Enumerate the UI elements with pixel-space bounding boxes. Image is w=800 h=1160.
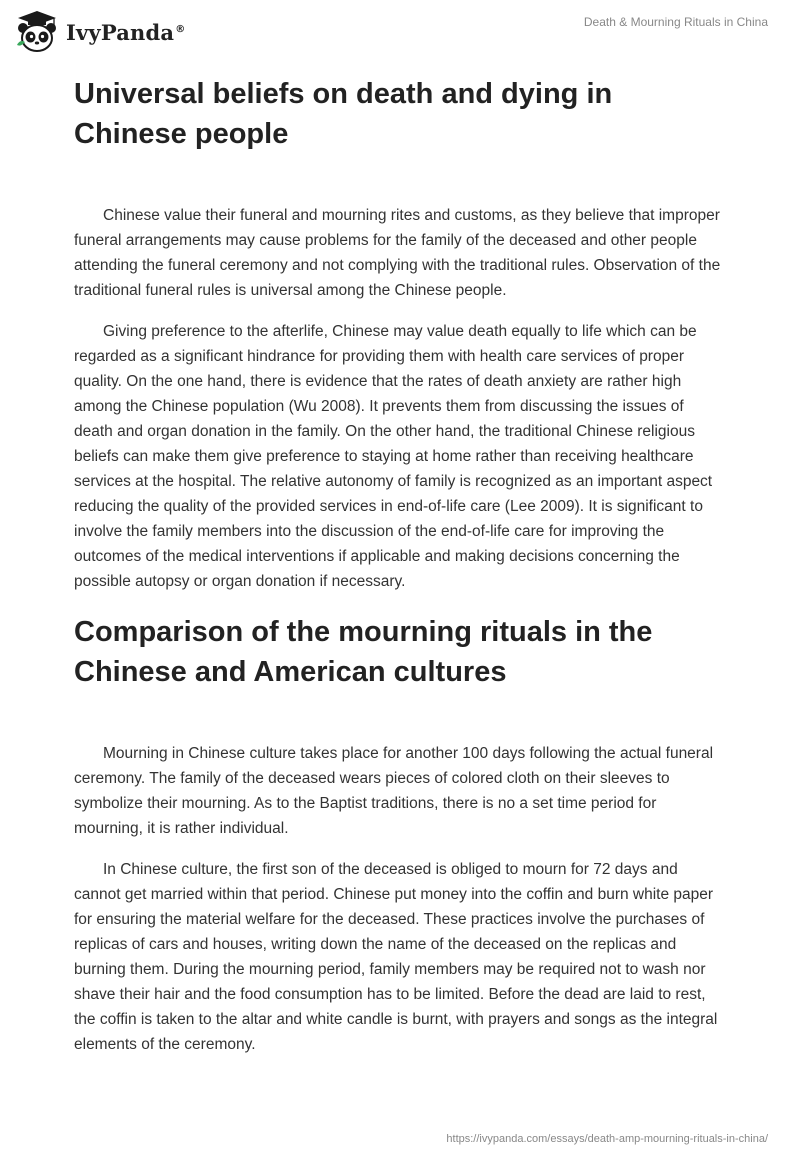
section-heading-beliefs: Universal beliefs on death and dying in Chinese people (74, 78, 613, 150)
article-body (74, 70, 726, 1057)
panda-graduate-icon (14, 9, 60, 53)
brand-logo[interactable] (14, 9, 185, 53)
section-heading-comparison: Comparison of the mourning rituals in the Chinese and American cultures (74, 616, 653, 688)
paragraph: Chinese value their funeral and mourning rites and customs, as they believe that improper funeral arrangements may cause problems for the family of the deceased and other people attending the funeral ceremony and not complying with the traditional rules. Observation of the traditional funeral rules is universal among the Chinese people. (74, 207, 721, 299)
document-title: Death & Mourning Rituals in China (583, 15, 768, 29)
page-header (0, 0, 800, 60)
paragraph: In Chinese culture, the first son of the deceased is obliged to mourn for 72 days and cannot get married within that period. Chinese put money into the coffin and burn white paper for ensuring the material welfare for the deceased. These practices involve the purchases of replicas of cars and houses, writing down the name of the deceased on the replicas and burning them. During the mourning period, family members may be required not to wash nor shave their hair and the food consumption has to be limited. Before the dead are laid to rest, the coffin is taken to the altar and white candle is burnt, with prayers and songs as the integral elements of the ceremony. (74, 861, 718, 1053)
source-url[interactable]: https://ivypanda.com/essays/death-amp-mourning-rituals-in-china/ (446, 1133, 768, 1145)
paragraph: Giving preference to the afterlife, Chinese may value death equally to life which can be regarded as a significant hindrance for providing them with health care services of proper quality. On the one hand, there is evidence that the rates of death anxiety are rather high among the Chinese population (Wu 2008). It prevents them from discussing the issues of death and organ donation in the family. On the other hand, the traditional Chinese religious beliefs can make them give preference to staying at home rather than receiving healthcare services at the hospital. The relative autonomy of family is recognized as an important aspect reducing the quality of the provided services in end-of-life care (Lee 2009). It is significant to involve the family members into the discussion of the end-of-life care for improving the outcomes of the medical interventions if applicable and making decisions concerning the possible autopsy or organ donation if necessary. (74, 323, 713, 590)
paragraph: Mourning in Chinese culture takes place for another 100 days following the actual funeral ceremony. The family of the deceased wears pieces of colored cloth on their sleeves to symbolize their mourning. As to the Baptist traditions, there is no a set time period for mourning, it is rather individual. (74, 745, 714, 837)
brand-name: IvyPanda® (66, 19, 186, 45)
